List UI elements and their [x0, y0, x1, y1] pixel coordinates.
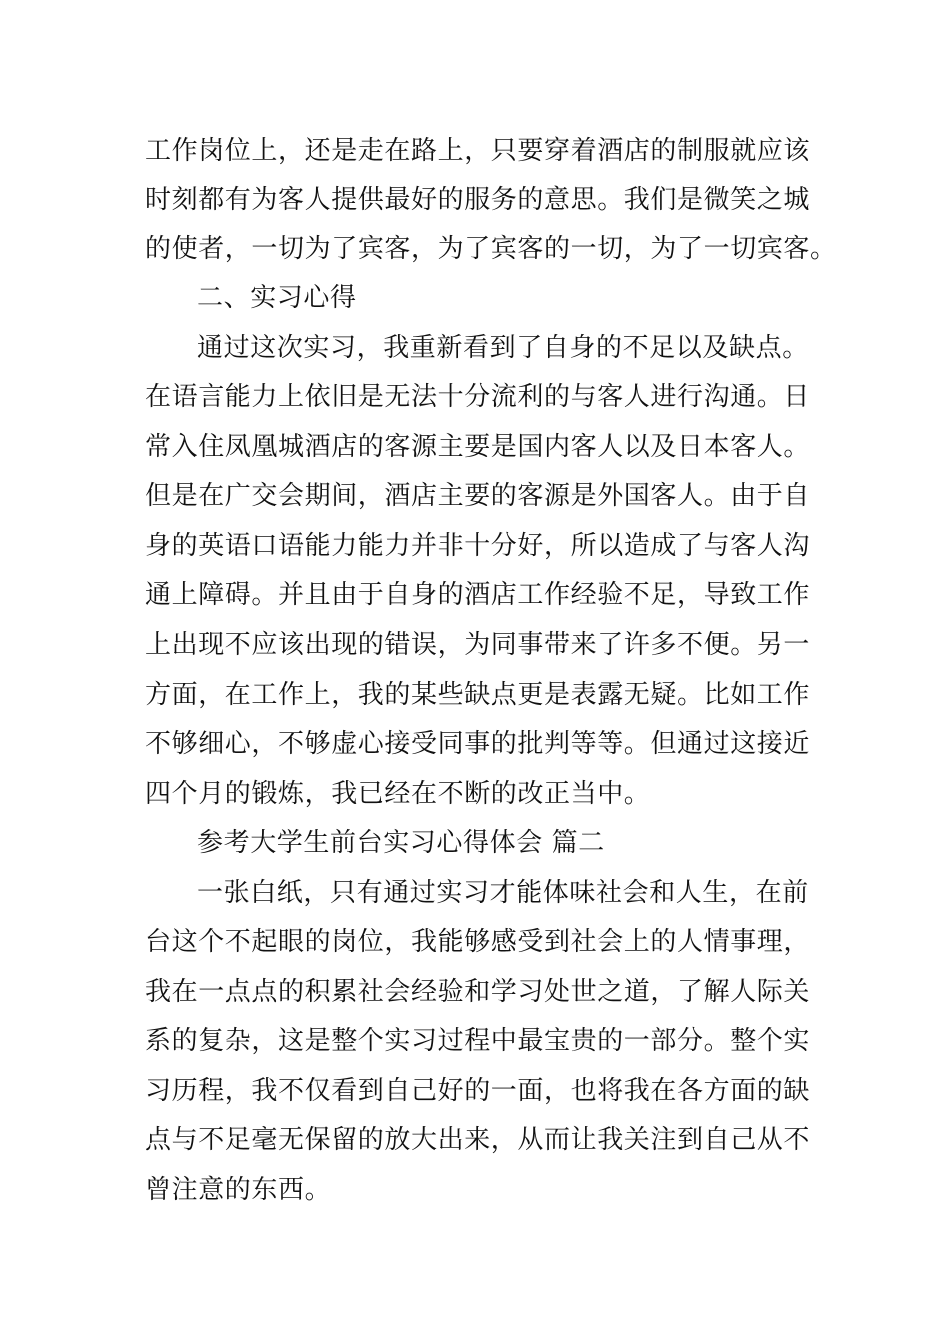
text-line: 时刻都有为客人提供最好的服务的意思。我们是微笑之城: [145, 185, 811, 215]
text-line: 但是在广交会期间，酒店主要的客源是外国客人。由于自: [145, 481, 811, 511]
text-line: 工作岗位上，还是走在路上，只要穿着酒店的制服就应该: [145, 136, 811, 166]
text-line: 我在一点点的积累社会经验和学习处世之道，了解人际关: [145, 977, 811, 1007]
text-line: 习历程，我不仅看到自己好的一面，也将我在各方面的缺: [145, 1076, 811, 1106]
text-line: 系的复杂，这是整个实习过程中最宝贵的一部分。整个实: [145, 1026, 811, 1056]
paragraph-first-line: 通过这次实习，我重新看到了自身的不足以及缺点。: [197, 333, 809, 363]
text-line: 四个月的锻炼，我已经在不断的改正当中。: [145, 779, 651, 809]
text-line: 的使者，一切为了宾客，为了宾客的一切，为了一切宾客。: [145, 234, 837, 264]
section-heading: 参考大学生前台实习心得体会 篇二: [197, 828, 605, 858]
text-line: 通上障碍。并且由于自身的酒店工作经验不足，导致工作: [145, 580, 811, 610]
section-heading: 二、实习心得: [197, 283, 357, 313]
paragraph-first-line: 一张白纸，只有通过实习才能体味社会和人生，在前: [197, 878, 809, 908]
text-line: 方面，在工作上，我的某些缺点更是表露无疑。比如工作: [145, 680, 811, 710]
text-line: 上出现不应该出现的错误，为同事带来了许多不便。另一: [145, 630, 811, 660]
text-line: 台这个不起眼的岗位，我能够感受到社会上的人情事理，: [145, 927, 811, 957]
text-line: 曾注意的东西。: [145, 1175, 332, 1205]
text-line: 常入住凤凰城酒店的客源主要是国内客人以及日本客人。: [145, 432, 811, 462]
text-line: 身的英语口语能力能力并非十分好，所以造成了与客人沟: [145, 531, 811, 561]
text-line: 不够细心，不够虚心接受同事的批判等等。但通过这接近: [145, 729, 811, 759]
text-line: 点与不足毫无保留的放大出来，从而让我关注到自己从不: [145, 1125, 811, 1155]
text-line: 在语言能力上依旧是无法十分流利的与客人进行沟通。日: [145, 382, 811, 412]
